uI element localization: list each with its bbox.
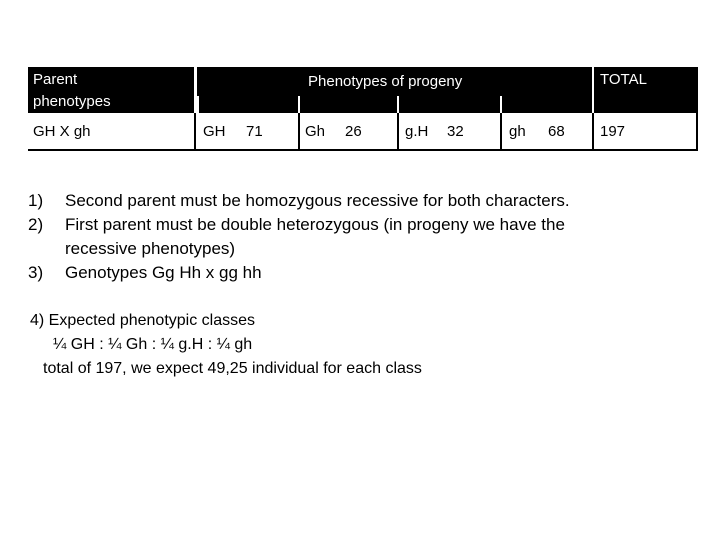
cell-class-label: Gh <box>305 123 326 140</box>
point-number: 2) <box>28 215 44 234</box>
point-text: Genotypes Gg Hh x gg hh <box>65 263 262 282</box>
row-divider <box>298 113 300 151</box>
cell-cross: GH X gh <box>33 123 91 140</box>
header-tick <box>500 96 502 113</box>
header-parent-line1: Parent <box>33 71 78 88</box>
table-row <box>28 113 698 151</box>
row-divider <box>194 113 196 151</box>
header-tick <box>397 96 399 113</box>
cell-class-count: 68 <box>548 123 565 140</box>
cell-class-count: 71 <box>246 123 263 140</box>
row-divider <box>696 113 698 151</box>
expected-ratio: ¼ GH : ¼ Gh : ¼ g.H : ¼ gh <box>53 336 253 353</box>
header-tick <box>197 96 199 113</box>
point-number: 3) <box>28 263 44 282</box>
row-divider <box>397 113 399 151</box>
cell-class-label: GH <box>203 123 226 140</box>
cell-class-count: 32 <box>447 123 464 140</box>
row-divider <box>592 113 594 151</box>
cell-total: 197 <box>600 123 626 140</box>
point-number: 1) <box>28 191 44 210</box>
point-text: First parent must be double heterozygous (in progeny we have the <box>65 215 565 234</box>
cell-class-count: 26 <box>345 123 362 140</box>
point-text: recessive phenotypes) <box>65 239 236 258</box>
header-tick <box>298 96 300 113</box>
expected-heading: 4) Expected phenotypic classes <box>30 312 256 329</box>
header-progeny: Phenotypes of progeny <box>308 73 463 90</box>
expected-note: total of 197, we expect 49,25 individual for each class <box>43 360 422 377</box>
header-parent-line2: phenotypes <box>33 93 111 110</box>
cell-class-label: g.H <box>405 123 429 140</box>
header-total: TOTAL <box>600 71 647 88</box>
cell-class-label: gh <box>509 123 526 140</box>
point-text: Second parent must be homozygous recessive for both characters. <box>65 191 570 210</box>
row-divider <box>500 113 502 151</box>
